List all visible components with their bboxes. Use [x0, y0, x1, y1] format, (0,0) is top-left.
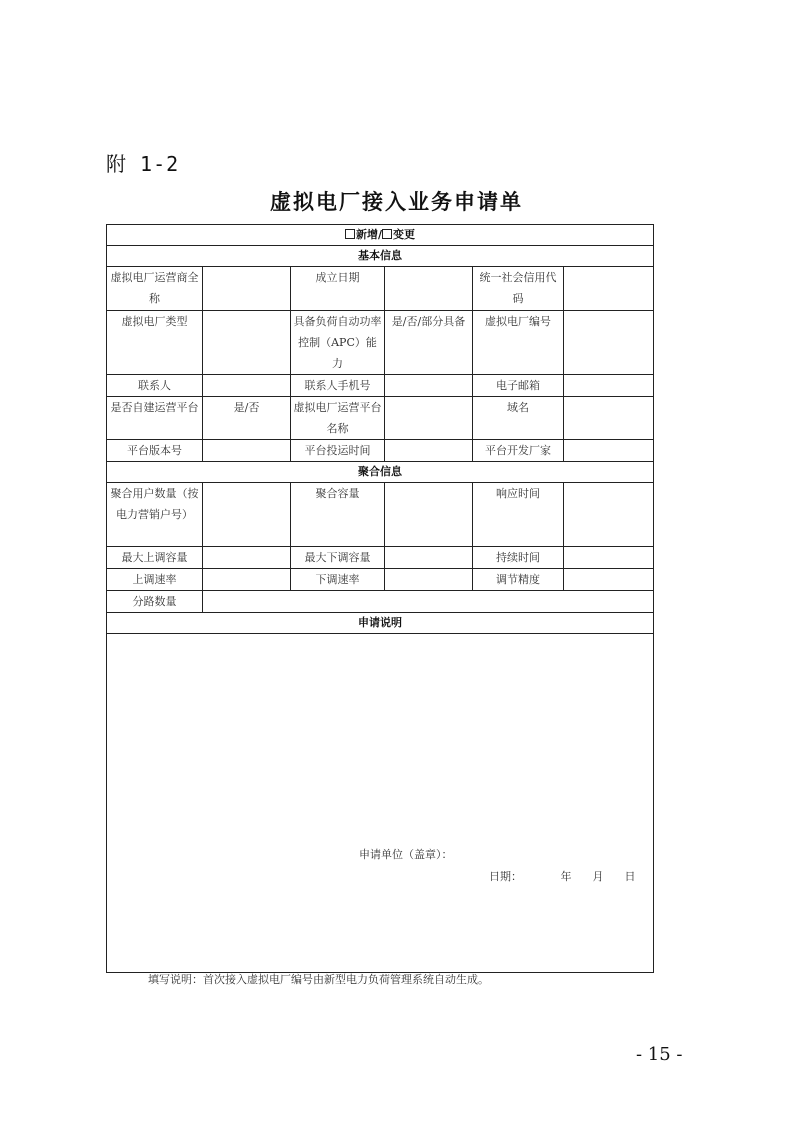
label-precision: 调节精度 — [473, 569, 564, 591]
label-down-rate: 下调速率 — [291, 569, 385, 591]
day-label: 日 — [624, 870, 636, 883]
input-up-rate[interactable] — [203, 569, 291, 591]
label-user-count: 聚合用户数量（按电力营销户号） — [107, 483, 203, 547]
input-contact[interactable] — [203, 375, 291, 397]
label-platform-vendor: 平台开发厂家 — [473, 440, 564, 462]
type-separator: / — [378, 228, 383, 241]
input-capacity[interactable] — [385, 483, 473, 547]
application-form-table — [106, 224, 654, 973]
label-vpp-type: 虚拟电厂类型 — [107, 311, 203, 375]
page-number: - 15 - — [636, 1044, 683, 1065]
label-domain: 域名 — [473, 397, 564, 440]
input-down-rate[interactable] — [385, 569, 473, 591]
label-branch-count: 分路数量 — [107, 591, 203, 613]
input-platform-version[interactable] — [203, 440, 291, 462]
section-basic-info: 基本信息 — [107, 246, 654, 267]
new-checkbox[interactable] — [345, 229, 355, 239]
input-duration[interactable] — [564, 547, 654, 569]
date-label: 日期： — [489, 870, 522, 883]
label-apc-capability: 具备负荷自动功率控制（APC）能力 — [291, 311, 385, 375]
label-max-up-capacity: 最大上调容量 — [107, 547, 203, 569]
apc-options[interactable]: 是/否/部分具备 — [385, 311, 473, 375]
label-established-date: 成立日期 — [291, 267, 385, 311]
input-vpp-code[interactable] — [564, 311, 654, 375]
input-max-up-capacity[interactable] — [203, 547, 291, 569]
input-platform-name[interactable] — [385, 397, 473, 440]
input-credit-code[interactable] — [564, 267, 654, 311]
application-type-row — [107, 225, 654, 246]
description-area[interactable] — [107, 634, 654, 973]
input-precision[interactable] — [564, 569, 654, 591]
input-vpp-type[interactable] — [203, 311, 291, 375]
input-user-count[interactable] — [203, 483, 291, 547]
document-title: 虚拟电厂接入业务申请单 — [270, 189, 523, 214]
input-platform-launch-time[interactable] — [385, 440, 473, 462]
input-email[interactable] — [564, 375, 654, 397]
input-established-date[interactable] — [385, 267, 473, 311]
attachment-label: 附 1-2 — [106, 152, 180, 176]
input-response-time[interactable] — [564, 483, 654, 547]
self-built-options[interactable]: 是/否 — [203, 397, 291, 440]
label-response-time: 响应时间 — [473, 483, 564, 547]
signature-unit-label: 申请单位（盖章）： — [359, 848, 453, 861]
change-checkbox[interactable] — [382, 229, 392, 239]
input-contact-phone[interactable] — [385, 375, 473, 397]
label-up-rate: 上调速率 — [107, 569, 203, 591]
change-option-label: 变更 — [393, 228, 416, 241]
label-contact: 联系人 — [107, 375, 203, 397]
fill-instructions: 填写说明：首次接入虚拟电厂编号由新型电力负荷管理系统自动生成。 — [148, 973, 489, 986]
label-self-built-platform: 是否自建运营平台 — [107, 397, 203, 440]
input-platform-vendor[interactable] — [564, 440, 654, 462]
label-platform-version: 平台版本号 — [107, 440, 203, 462]
label-vpp-operator-name: 虚拟电厂运营商全称 — [107, 267, 203, 311]
month-label: 月 — [592, 870, 604, 883]
label-credit-code: 统一社会信用代码 — [473, 267, 564, 311]
new-option-label: 新增 — [356, 228, 378, 241]
section-description: 申请说明 — [107, 613, 654, 634]
label-duration: 持续时间 — [473, 547, 564, 569]
section-aggregation-info: 聚合信息 — [107, 462, 654, 483]
label-max-down-capacity: 最大下调容量 — [291, 547, 385, 569]
input-max-down-capacity[interactable] — [385, 547, 473, 569]
label-capacity: 聚合容量 — [291, 483, 385, 547]
label-vpp-code: 虚拟电厂编号 — [473, 311, 564, 375]
signature-date — [489, 866, 635, 887]
input-domain[interactable] — [564, 397, 654, 440]
label-platform-launch-time: 平台投运时间 — [291, 440, 385, 462]
label-contact-phone: 联系人手机号 — [291, 375, 385, 397]
input-branch-count[interactable] — [203, 591, 654, 613]
input-vpp-operator-name[interactable] — [203, 267, 291, 311]
label-email: 电子邮箱 — [473, 375, 564, 397]
label-platform-name: 虚拟电厂运营平台名称 — [291, 397, 385, 440]
year-label: 年 — [560, 870, 572, 883]
